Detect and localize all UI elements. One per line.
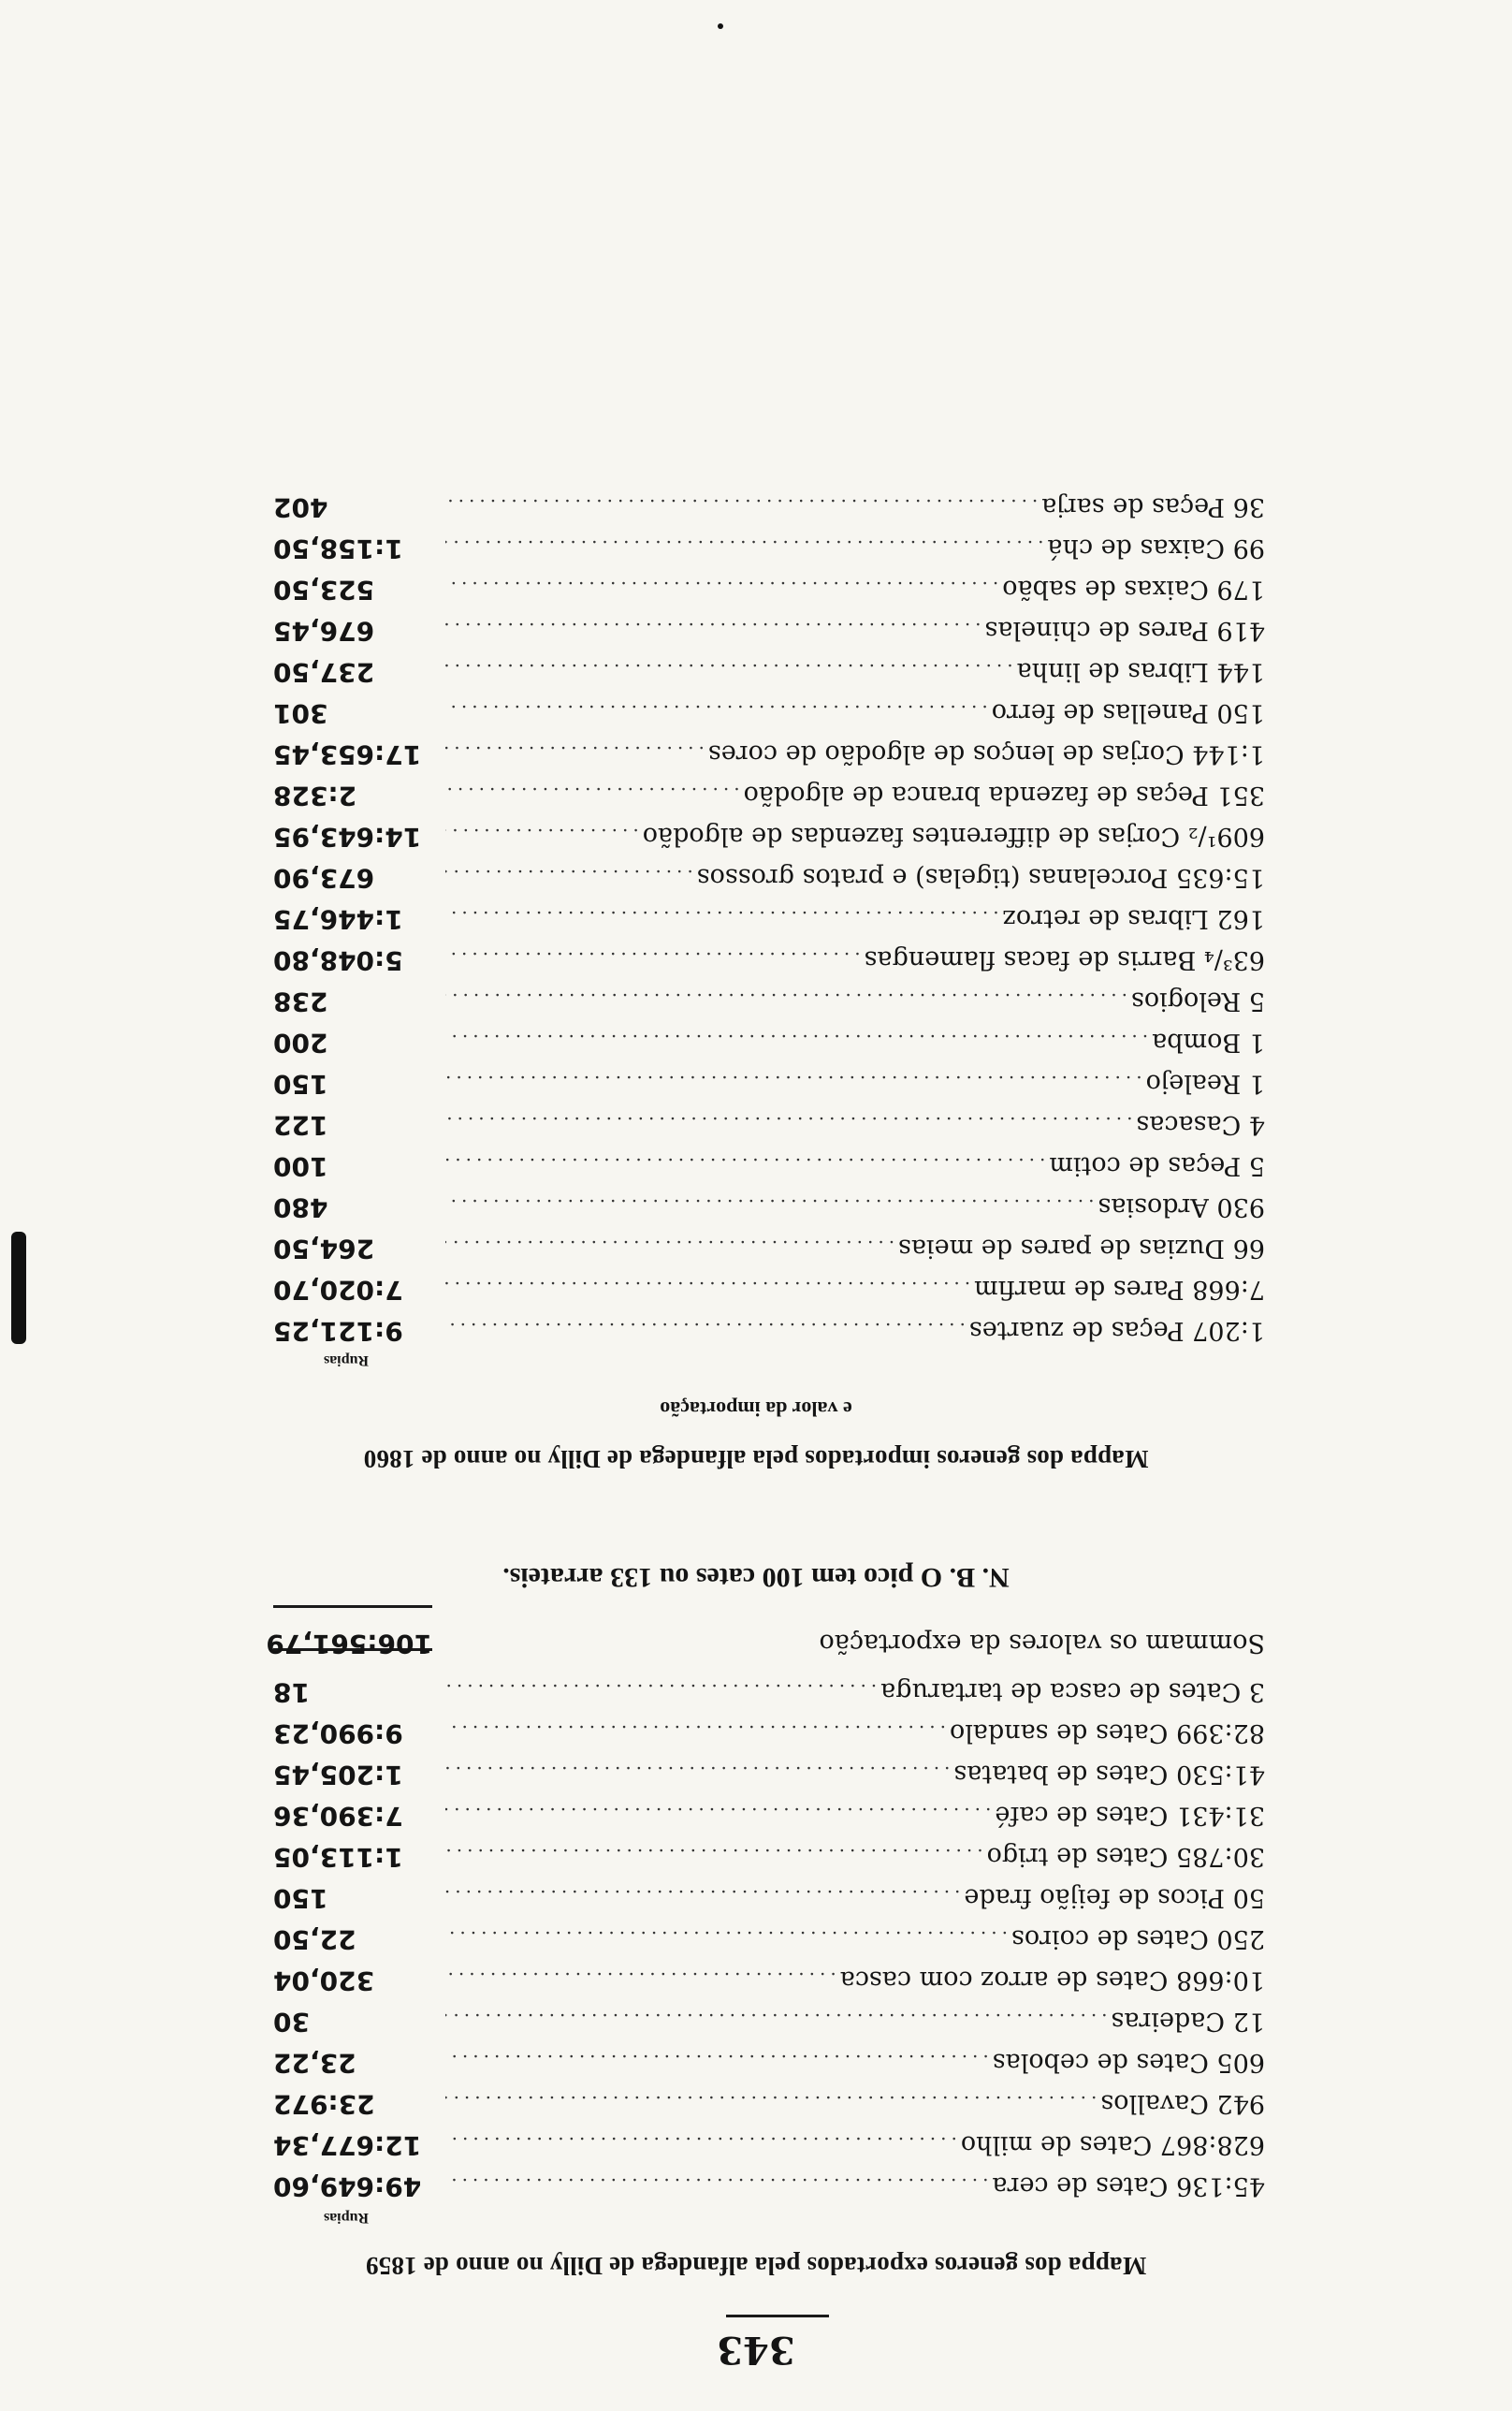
import-row-description	[445, 1227, 1265, 1268]
export-total-label: Sommam os valores da exportação	[819, 1629, 1265, 1658]
export-row-description-text: 41:530 Cates de batatas	[953, 1760, 1265, 1789]
dot-leader	[445, 1309, 966, 1351]
import-row-description	[445, 692, 1265, 733]
import-table-title: Mappa dos generos importados pela alfandega de Dilly no anno de 1860	[363, 1445, 1149, 1473]
export-row-value: 7:390,36	[273, 1801, 403, 1832]
dot-leader	[445, 980, 1127, 1021]
import-row-description	[445, 1186, 1265, 1227]
import-row-description	[445, 815, 1265, 856]
scan-speck	[11, 1232, 26, 1344]
import-row	[273, 734, 1265, 775]
export-row-description-text: 10:668 Cates de arroz com casca	[839, 1965, 1265, 1995]
import-row	[273, 981, 1265, 1022]
export-row-description	[445, 2041, 1265, 2082]
import-row	[273, 940, 1265, 981]
dot-leader	[445, 1062, 1142, 1103]
import-row-value: 523,50	[273, 575, 375, 606]
export-row	[273, 1836, 1265, 1878]
import-row	[273, 857, 1265, 899]
import-row-description-text: 5 Relogios	[1131, 986, 1265, 1016]
import-row-value: 5:048,80	[273, 945, 403, 976]
export-row-description-text: 3 Cates de casca de tartaruga	[880, 1677, 1265, 1706]
export-row-description	[445, 1959, 1265, 2000]
import-row-description	[445, 609, 1265, 650]
export-row-value: 12:677,34	[273, 2130, 422, 2161]
export-row-description-text: 82:399 Cates de sandalo	[949, 1718, 1265, 1747]
export-row-description-text: 30:785 Cates de trigo	[986, 1842, 1265, 1871]
export-row-description-text: 250 Cates de coiros	[1010, 1924, 1265, 1953]
export-row-value: 320,04	[273, 1965, 375, 1996]
dot-leader	[445, 527, 1043, 568]
export-row-description	[445, 2165, 1265, 2206]
import-row	[273, 1310, 1265, 1352]
export-row-description-text: 605 Cates de cebolas	[992, 2048, 1265, 2077]
export-row	[273, 2125, 1265, 2166]
export-row-description	[445, 1877, 1265, 1918]
export-row-description	[445, 1794, 1265, 1835]
export-row	[273, 1713, 1265, 1754]
import-row	[273, 528, 1265, 569]
export-note: N. B. O pico tem 100 cates ou 133 arrateis.	[502, 1562, 1010, 1593]
export-row-description-text: 50 Picos de feijão frade	[964, 1883, 1265, 1912]
export-row-description	[445, 2124, 1265, 2165]
export-row	[273, 1878, 1265, 1919]
import-row-value: 2:328	[273, 781, 357, 811]
import-row-value: 264,50	[273, 1234, 375, 1264]
dot-leader	[445, 1021, 1148, 1062]
import-row-description-text: 1:144 Corjas de lenços de algodão de cores	[707, 739, 1265, 768]
dot-leader	[445, 2165, 988, 2206]
import-row-description-text: 419 Pares de chinelas	[984, 616, 1265, 645]
export-row-value: 23,22	[273, 2048, 356, 2079]
export-row-description	[445, 2082, 1265, 2124]
import-row-description-text: 99 Caixas de chá	[1047, 533, 1265, 563]
import-row-value: 673,90	[273, 863, 375, 894]
import-row-description-text: 63³/₄ Barris de facas flamengas	[864, 945, 1265, 974]
dot-leader	[445, 898, 999, 939]
import-row	[273, 569, 1265, 610]
export-row-value: 22,50	[273, 1924, 356, 1955]
import-row-value: 14:643,95	[273, 822, 422, 853]
import-row	[273, 775, 1265, 816]
import-row-description	[445, 980, 1265, 1021]
import-row-description	[445, 1021, 1265, 1062]
import-row-value: 1:446,75	[273, 904, 403, 935]
import-row-description-text: 66 Duzias de pares de meias	[898, 1234, 1265, 1263]
export-unit-label: Rupias	[323, 2210, 370, 2226]
export-row-description	[445, 2000, 1265, 2041]
import-row-description	[445, 774, 1265, 815]
export-row-description	[445, 1671, 1265, 1712]
export-row-description	[445, 1753, 1265, 1794]
export-row	[273, 1795, 1265, 1836]
import-row-description	[445, 856, 1265, 898]
export-row	[273, 2042, 1265, 2083]
export-row	[273, 2083, 1265, 2125]
export-row-description-text: 942 Cavallos	[1100, 2089, 1265, 2118]
import-table-subtitle: e valor da importação	[660, 1397, 852, 1421]
dot-leader	[445, 568, 998, 609]
export-row	[273, 1960, 1265, 2001]
import-row-value: 9:121,25	[273, 1316, 403, 1347]
export-row-value: 18	[273, 1677, 310, 1708]
import-row-description-text: 144 Libras de linha	[1016, 657, 1265, 686]
export-row-value: 1:113,05	[273, 1842, 403, 1873]
export-row-value: 49:649,60	[273, 2171, 422, 2202]
export-row-value: 150	[273, 1883, 328, 1914]
export-row	[273, 1919, 1265, 1960]
export-total-row	[266, 1623, 1265, 1664]
import-row	[273, 1022, 1265, 1063]
import-row-description	[445, 1309, 1265, 1351]
dot-leader	[445, 1712, 946, 1753]
dot-leader	[445, 1835, 983, 1877]
export-total-value: 106:561,79	[266, 1629, 432, 1659]
import-row-description	[445, 1062, 1265, 1103]
dot-leader	[445, 1268, 970, 1309]
import-row-description-text: 179 Caixas de sabão	[1002, 575, 1265, 604]
import-row-value: 676,45	[273, 616, 375, 647]
import-row-description-text: 930 Ardosias	[1098, 1192, 1265, 1221]
dot-leader	[445, 1145, 1045, 1186]
export-row	[273, 1672, 1265, 1713]
dot-leader	[445, 1918, 1008, 1959]
import-row	[273, 693, 1265, 734]
import-row	[273, 487, 1265, 528]
import-row	[273, 651, 1265, 693]
import-unit-label: Rupias	[323, 1352, 370, 1368]
dot-leader	[445, 1877, 960, 1918]
import-row-description	[445, 486, 1265, 527]
import-row-value: 402	[273, 492, 328, 523]
export-row-value: 9:990,23	[273, 1718, 403, 1749]
import-row	[273, 899, 1265, 940]
import-row-description-text: 15:635 Porcelanas (tigelas) e pratos grossos	[696, 863, 1265, 892]
export-row	[273, 1754, 1265, 1795]
import-row	[273, 1104, 1265, 1146]
import-row-description-text: 36 Peças de sarja	[1041, 492, 1265, 521]
import-row	[273, 1228, 1265, 1269]
import-row-value: 1:158,50	[273, 533, 403, 564]
import-row-description-text: 162 Libras de retroz	[1002, 904, 1265, 933]
dot-leader	[445, 2124, 957, 2165]
import-row-value: 237,50	[273, 657, 375, 688]
dot-leader	[445, 2082, 1097, 2124]
import-row-description	[445, 1268, 1265, 1309]
dot-leader	[445, 2000, 1108, 2041]
export-row	[273, 2166, 1265, 2207]
export-table-title: Mappa dos generos exportados pela alfandega de Dilly no anno de 1859	[365, 2252, 1147, 2280]
import-row-description-text: 1:207 Peças de zuartes	[968, 1316, 1265, 1345]
import-row-description-text: 1 Realejo	[1145, 1069, 1265, 1098]
import-row-value: 7:020,70	[273, 1275, 403, 1306]
dot-leader	[445, 609, 981, 650]
dot-leader	[445, 1959, 836, 2000]
import-row-description-text: 4 Casacas	[1136, 1110, 1265, 1139]
import-row-description	[445, 527, 1265, 568]
import-row-description-text: 5 Peças de cotim	[1049, 1151, 1265, 1180]
export-row-value: 1:205,45	[273, 1760, 403, 1790]
export-row-description-text: 45:136 Cates de cera	[992, 2171, 1265, 2200]
dot-leader	[445, 733, 705, 774]
import-row-description-text: 1 Bomba	[1152, 1028, 1265, 1057]
scan-speck	[718, 23, 723, 29]
import-row-description-text: 150 Panellas de ferro	[991, 698, 1265, 727]
export-row-value: 30	[273, 2007, 310, 2038]
dot-leader	[445, 1794, 991, 1835]
import-row	[273, 1063, 1265, 1104]
import-row-value: 100	[273, 1151, 328, 1182]
page-number: 343	[717, 2328, 795, 2372]
import-row-description	[445, 1145, 1265, 1186]
dot-leader	[445, 486, 1038, 527]
dot-leader	[445, 1186, 1094, 1227]
import-row-value: 122	[273, 1110, 328, 1141]
import-row	[273, 1187, 1265, 1228]
import-row	[273, 1269, 1265, 1310]
dot-leader	[445, 692, 988, 733]
import-row-value: 238	[273, 986, 328, 1017]
export-table	[273, 1672, 1265, 2207]
export-row-description	[445, 1835, 1265, 1877]
import-row-description-text: 7:668 Pares de marfim	[974, 1275, 1265, 1304]
page-number-rule	[726, 2315, 829, 2317]
import-row	[273, 1146, 1265, 1187]
dot-leader	[445, 939, 861, 980]
import-row-description-text: 609¹/₂ Corjas de differentes fazendas de algodão	[642, 822, 1265, 851]
import-row-description	[445, 733, 1265, 774]
import-row-value: 150	[273, 1069, 328, 1100]
import-row	[273, 816, 1265, 857]
import-row-value: 200	[273, 1028, 328, 1059]
import-row-value: 480	[273, 1192, 328, 1223]
dot-leader	[445, 1753, 950, 1794]
import-row-description	[445, 898, 1265, 939]
export-total-rule-bottom	[273, 1605, 432, 1608]
import-row-description	[445, 568, 1265, 609]
import-row	[273, 610, 1265, 651]
dot-leader	[445, 1671, 877, 1712]
dot-leader	[445, 2041, 989, 2082]
import-row-value: 17:653,45	[273, 739, 422, 770]
import-row-description	[445, 1103, 1265, 1145]
import-row-description-text: 351 Peças de fazenda branca de algodão	[743, 781, 1265, 810]
import-row-value: 301	[273, 698, 328, 729]
dot-leader	[445, 815, 639, 856]
dot-leader	[445, 1103, 1132, 1145]
export-row-description	[445, 1918, 1265, 1959]
dot-leader	[445, 856, 693, 898]
import-row-description	[445, 650, 1265, 692]
dot-leader	[445, 1227, 894, 1268]
export-row-description-text: 628:867 Cates de milho	[960, 2130, 1265, 2159]
export-row-description-text: 31:431 Cates de café	[995, 1801, 1265, 1830]
export-row-value: 23:972	[273, 2089, 375, 2120]
dot-leader	[445, 650, 1013, 692]
export-row	[273, 2001, 1265, 2042]
export-row-description-text: 12 Cadeiras	[1111, 2007, 1265, 2036]
import-row-description	[445, 939, 1265, 980]
dot-leader	[445, 774, 740, 815]
export-row-description	[445, 1712, 1265, 1753]
import-table	[273, 487, 1265, 1352]
